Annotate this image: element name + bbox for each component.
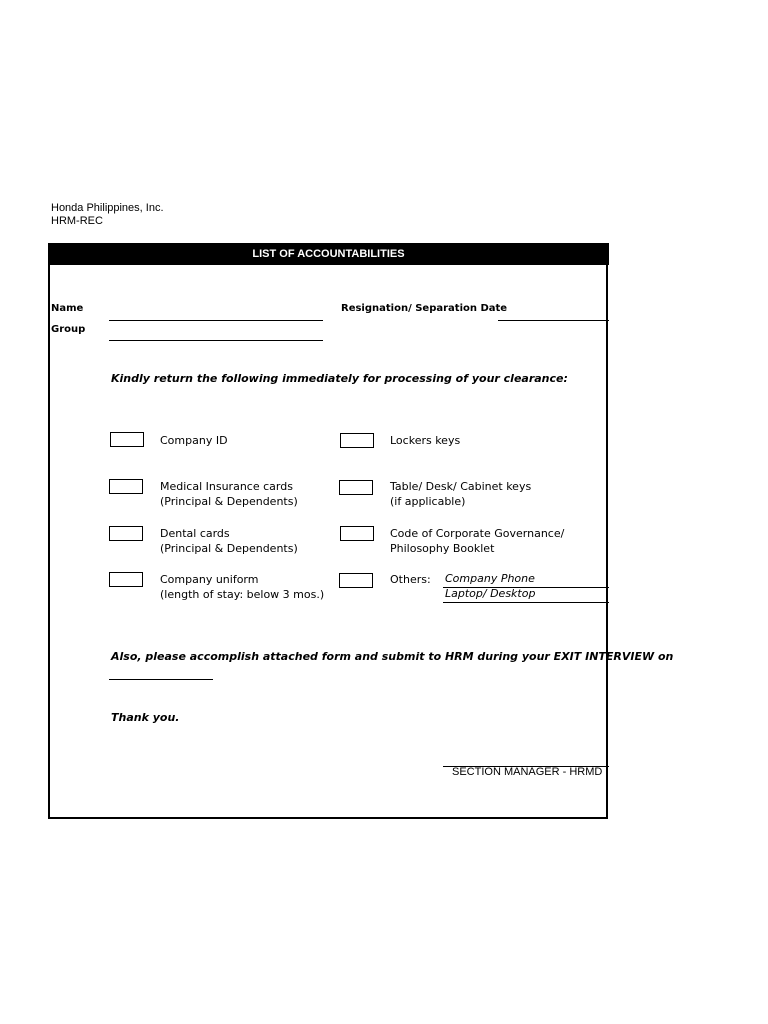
item-locker-keys: Lockers keys — [390, 434, 461, 447]
group-label: Group — [51, 324, 86, 335]
checkbox-company-id[interactable] — [110, 432, 144, 447]
item-company-uniform: Company uniform (length of stay: below 3 mos.) — [160, 573, 325, 601]
others-line-2 — [443, 602, 609, 603]
resignation-date-field-line[interactable] — [498, 320, 609, 321]
name-field-line[interactable] — [109, 320, 323, 321]
group-field-line[interactable] — [109, 340, 323, 341]
exit-interview-instruction: Also, please accomplish attached form and submit to HRM during your EXIT INTERVIEW on — [111, 650, 674, 663]
checkbox-medical-insurance[interactable] — [109, 479, 143, 494]
item-medical-insurance: Medical Insurance cards (Principal & Dependents) — [160, 480, 298, 508]
checkbox-dental-cards[interactable] — [109, 526, 143, 541]
others-value-laptop: Laptop/ Desktop — [445, 587, 536, 600]
checkbox-corporate-governance[interactable] — [340, 526, 374, 541]
checkbox-company-uniform[interactable] — [109, 572, 143, 587]
instruction-text: Kindly return the following immediately for processing of your clearance: — [111, 372, 568, 385]
signatory-title: SECTION MANAGER - HRMD — [452, 766, 603, 778]
item-dental-cards: Dental cards (Principal & Dependents) — [160, 527, 298, 555]
company-name: Honda Philippines, Inc. — [51, 202, 164, 214]
form-title: LIST OF ACCOUNTABILITIES — [48, 243, 609, 265]
others-label: Others: — [390, 573, 431, 586]
thank-you-text: Thank you. — [111, 711, 180, 724]
item-corporate-governance: Code of Corporate Governance/ Philosophy Booklet — [390, 527, 565, 555]
name-label: Name — [51, 303, 84, 314]
resignation-date-label: Resignation/ Separation Date — [341, 303, 508, 314]
checkbox-others[interactable] — [339, 573, 373, 588]
department-code: HRM-REC — [51, 215, 103, 227]
item-company-id: Company ID — [160, 434, 228, 447]
checkbox-locker-keys[interactable] — [340, 433, 374, 448]
others-value-phone: Company Phone — [445, 572, 535, 585]
checkbox-cabinet-keys[interactable] — [339, 480, 373, 495]
exit-interview-date-line[interactable] — [109, 679, 213, 680]
item-cabinet-keys: Table/ Desk/ Cabinet keys (if applicable) — [390, 480, 532, 508]
